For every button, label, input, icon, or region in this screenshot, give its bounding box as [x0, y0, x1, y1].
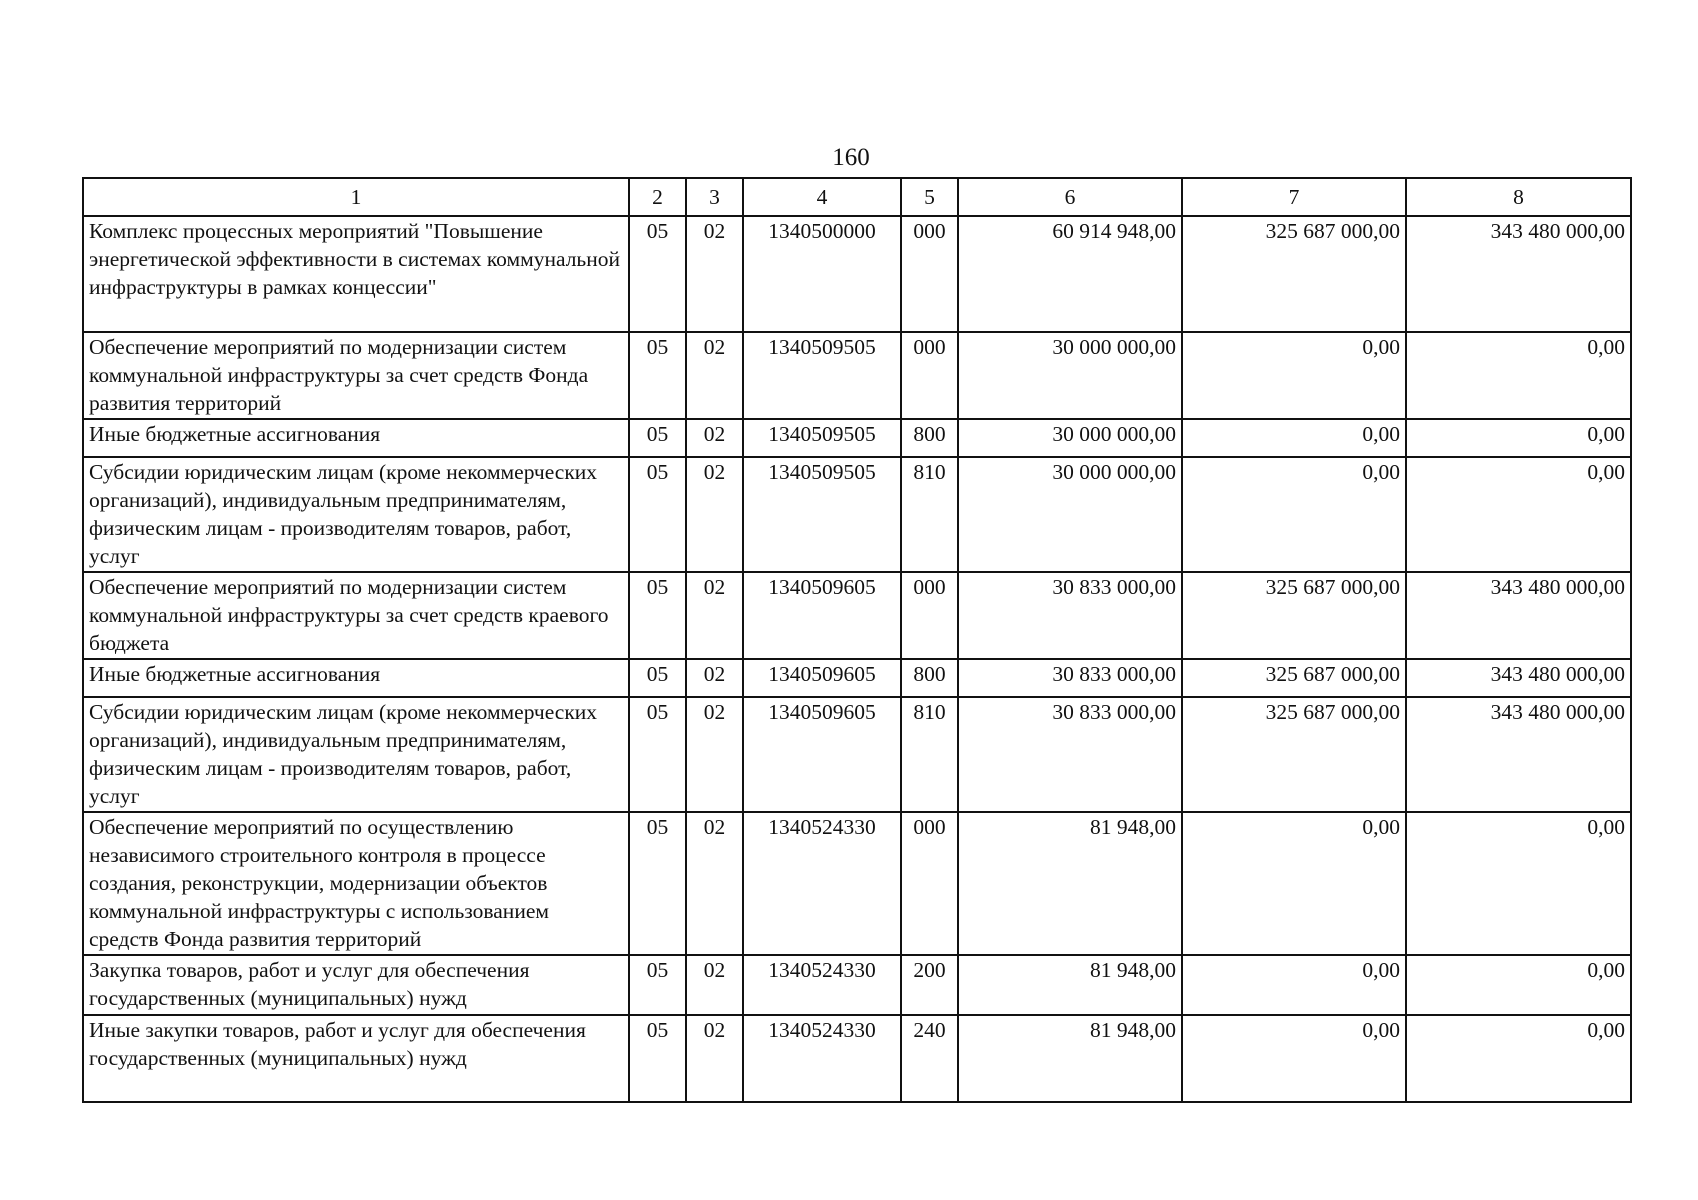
row-section: 05	[629, 955, 686, 1015]
row-amount-6: 81 948,00	[958, 812, 1182, 955]
table-row	[83, 457, 1631, 572]
row-amount-6: 30 000 000,00	[958, 419, 1182, 457]
row-name: Обеспечение мероприятий по осуществлению независимого строительного контроля в процессе создания, реконструкции, модернизации объектов коммунальной инфраструктуры с использованием средств Фонда развития территорий	[83, 812, 629, 955]
row-amount-8: 343 480 000,00	[1406, 572, 1631, 659]
row-target-code: 1340509605	[743, 659, 901, 697]
table-row	[83, 659, 1631, 697]
row-section: 05	[629, 457, 686, 572]
row-amount-8: 0,00	[1406, 457, 1631, 572]
column-header: 5	[901, 178, 958, 216]
row-amount-6: 30 833 000,00	[958, 697, 1182, 812]
row-amount-8: 343 480 000,00	[1406, 216, 1631, 332]
row-amount-7: 0,00	[1182, 457, 1406, 572]
row-amount-6: 81 948,00	[958, 955, 1182, 1015]
row-name: Обеспечение мероприятий по модернизации систем коммунальной инфраструктуры за счет средств краевого бюджета	[83, 572, 629, 659]
row-name: Закупка товаров, работ и услуг для обеспечения государственных (муниципальных) нужд	[83, 955, 629, 1015]
row-section: 05	[629, 216, 686, 332]
row-expense-type: 810	[901, 697, 958, 812]
row-name: Обеспечение мероприятий по модернизации систем коммунальной инфраструктуры за счет средств Фонда развития территорий	[83, 332, 629, 419]
column-header: 6	[958, 178, 1182, 216]
row-amount-7: 325 687 000,00	[1182, 216, 1406, 332]
row-section: 05	[629, 332, 686, 419]
row-amount-6: 30 833 000,00	[958, 572, 1182, 659]
row-amount-6: 30 000 000,00	[958, 332, 1182, 419]
column-header: 1	[83, 178, 629, 216]
row-name: Иные закупки товаров, работ и услуг для обеспечения государственных (муниципальных) нужд	[83, 1015, 629, 1102]
row-amount-6: 30 833 000,00	[958, 659, 1182, 697]
page-number: 160	[832, 144, 870, 171]
row-amount-7: 0,00	[1182, 332, 1406, 419]
row-expense-type: 000	[901, 572, 958, 659]
row-name: Иные бюджетные ассигнования	[83, 659, 629, 697]
column-header: 7	[1182, 178, 1406, 216]
row-amount-7: 0,00	[1182, 1015, 1406, 1102]
row-expense-type: 240	[901, 1015, 958, 1102]
table-row	[83, 697, 1631, 812]
row-expense-type: 000	[901, 216, 958, 332]
row-subsection: 02	[686, 1015, 743, 1102]
row-expense-type: 800	[901, 659, 958, 697]
row-section: 05	[629, 812, 686, 955]
row-target-code: 1340509605	[743, 572, 901, 659]
row-expense-type: 000	[901, 332, 958, 419]
row-section: 05	[629, 697, 686, 812]
row-name: Субсидии юридическим лицам (кроме некоммерческих организаций), индивидуальным предпринимателям, физическим лицам - производителям товаров, работ, услуг	[83, 457, 629, 572]
row-amount-8: 0,00	[1406, 812, 1631, 955]
table-row	[83, 812, 1631, 955]
row-subsection: 02	[686, 419, 743, 457]
row-name: Иные бюджетные ассигнования	[83, 419, 629, 457]
row-target-code: 1340500000	[743, 216, 901, 332]
row-target-code: 1340509505	[743, 419, 901, 457]
row-section: 05	[629, 572, 686, 659]
column-header: 4	[743, 178, 901, 216]
table-row	[83, 1015, 1631, 1102]
row-target-code: 1340509505	[743, 457, 901, 572]
row-amount-6: 30 000 000,00	[958, 457, 1182, 572]
column-header: 2	[629, 178, 686, 216]
row-section: 05	[629, 1015, 686, 1102]
row-amount-8: 343 480 000,00	[1406, 659, 1631, 697]
row-subsection: 02	[686, 955, 743, 1015]
row-section: 05	[629, 659, 686, 697]
table-row	[83, 572, 1631, 659]
table-row	[83, 332, 1631, 419]
row-subsection: 02	[686, 332, 743, 419]
table-row	[83, 955, 1631, 1015]
row-amount-7: 0,00	[1182, 955, 1406, 1015]
row-subsection: 02	[686, 697, 743, 812]
row-amount-7: 325 687 000,00	[1182, 659, 1406, 697]
column-header: 8	[1406, 178, 1631, 216]
row-expense-type: 200	[901, 955, 958, 1015]
column-header: 3	[686, 178, 743, 216]
row-expense-type: 810	[901, 457, 958, 572]
row-amount-8: 0,00	[1406, 1015, 1631, 1102]
row-subsection: 02	[686, 659, 743, 697]
row-amount-8: 0,00	[1406, 955, 1631, 1015]
row-target-code: 1340524330	[743, 1015, 901, 1102]
row-amount-7: 0,00	[1182, 812, 1406, 955]
table-row	[83, 216, 1631, 332]
row-amount-8: 343 480 000,00	[1406, 697, 1631, 812]
row-subsection: 02	[686, 457, 743, 572]
row-target-code: 1340509605	[743, 697, 901, 812]
row-section: 05	[629, 419, 686, 457]
row-amount-8: 0,00	[1406, 419, 1631, 457]
table-row	[83, 419, 1631, 457]
row-expense-type: 000	[901, 812, 958, 955]
row-subsection: 02	[686, 572, 743, 659]
row-target-code: 1340524330	[743, 812, 901, 955]
row-amount-7: 0,00	[1182, 419, 1406, 457]
budget-table	[82, 177, 1632, 1103]
row-amount-6: 81 948,00	[958, 1015, 1182, 1102]
row-target-code: 1340509505	[743, 332, 901, 419]
row-subsection: 02	[686, 812, 743, 955]
header-row	[83, 178, 1631, 216]
row-name: Субсидии юридическим лицам (кроме некоммерческих организаций), индивидуальным предпринимателям, физическим лицам - производителям товаров, работ, услуг	[83, 697, 629, 812]
row-amount-7: 325 687 000,00	[1182, 697, 1406, 812]
row-amount-6: 60 914 948,00	[958, 216, 1182, 332]
row-name: Комплекс процессных мероприятий "Повышение энергетической эффективности в системах коммунальной инфраструктуры в рамках концессии"	[83, 216, 629, 332]
row-subsection: 02	[686, 216, 743, 332]
row-target-code: 1340524330	[743, 955, 901, 1015]
row-expense-type: 800	[901, 419, 958, 457]
row-amount-8: 0,00	[1406, 332, 1631, 419]
row-amount-7: 325 687 000,00	[1182, 572, 1406, 659]
